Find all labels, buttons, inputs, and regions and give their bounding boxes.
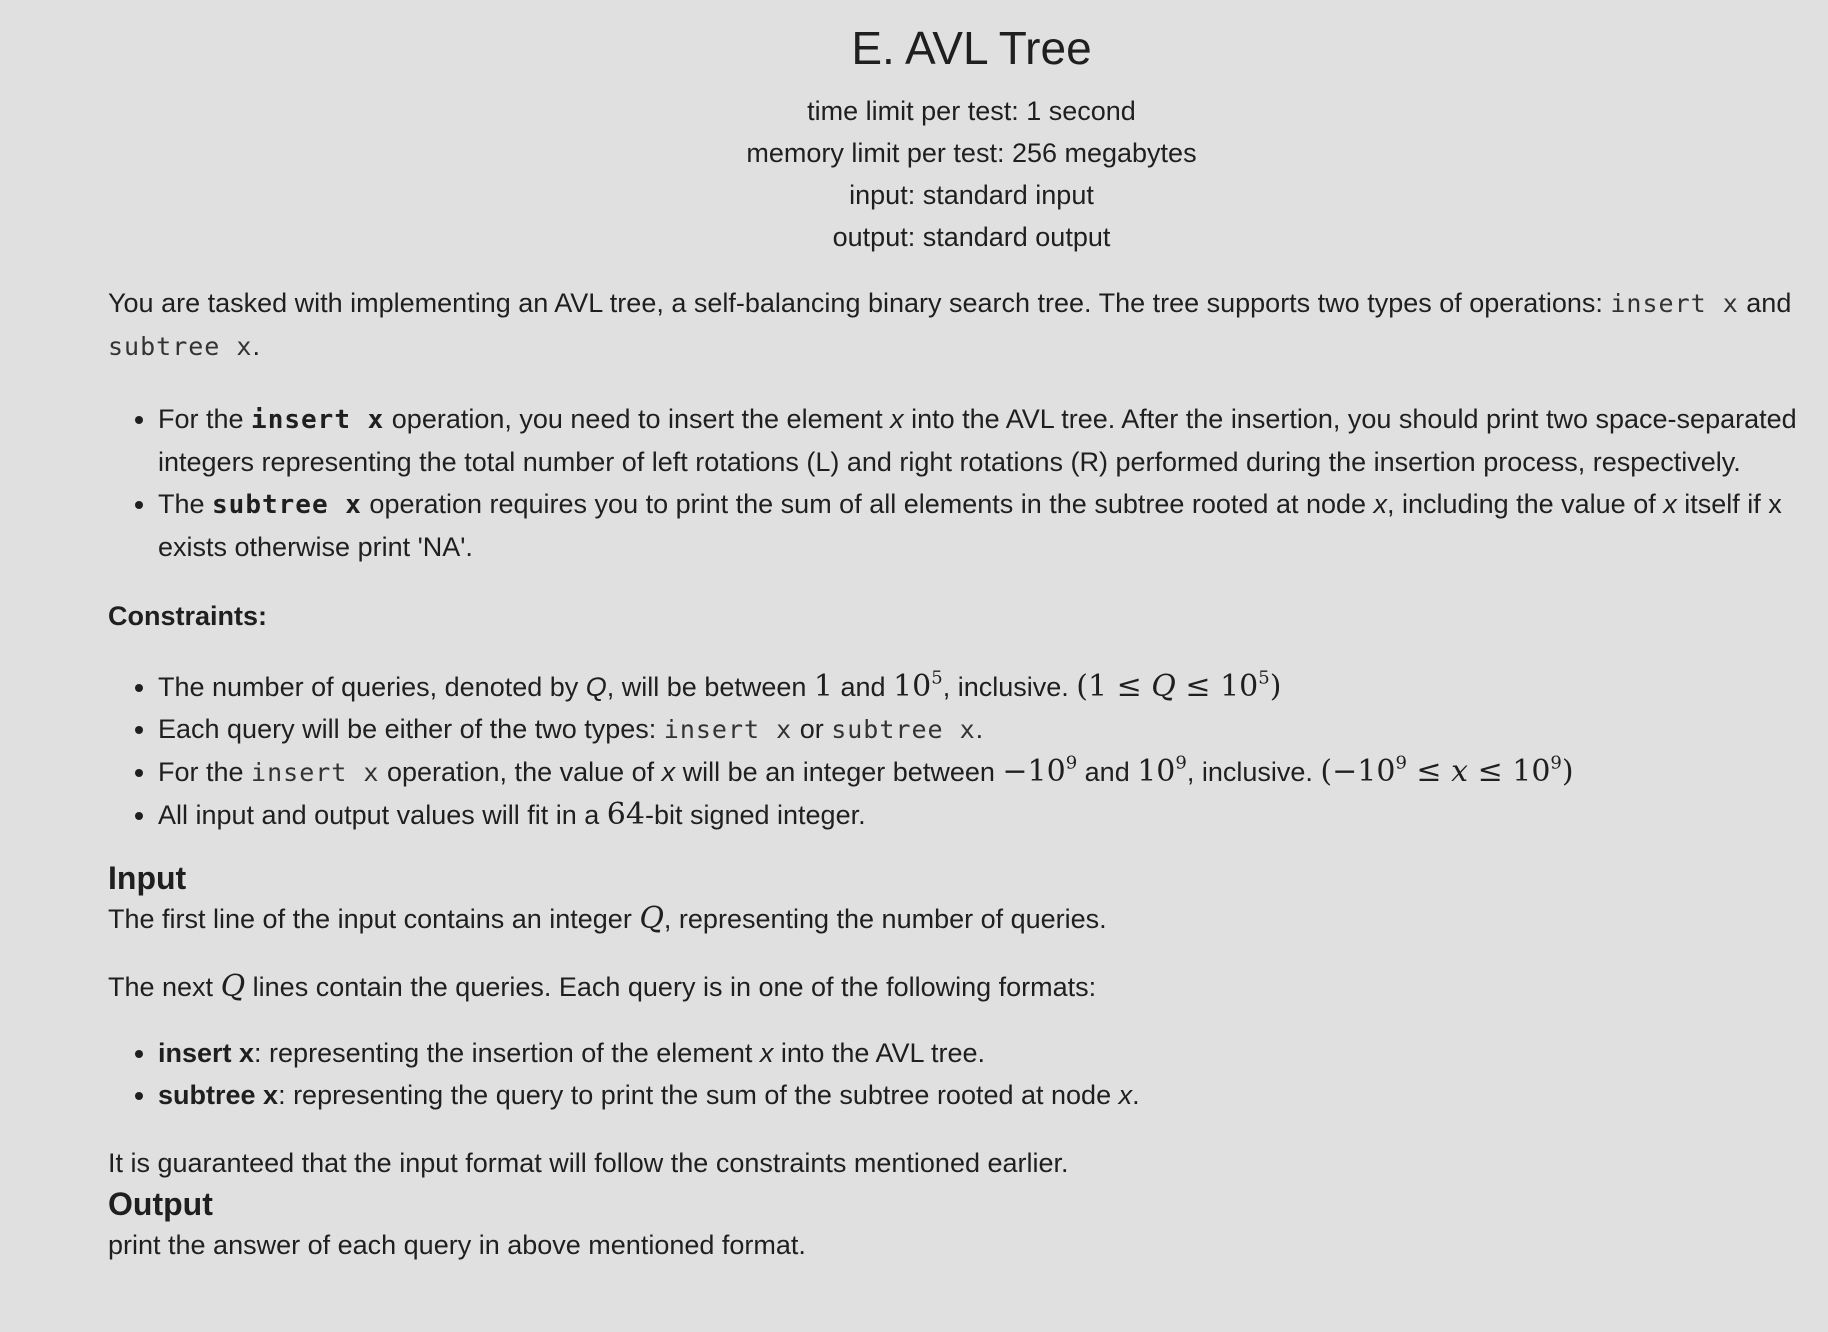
text: operation requires you to print the sum of all elements in the subtree rooted at node: [361, 489, 1374, 519]
output-paragraph: print the answer of each query in above mentioned format.: [108, 1230, 806, 1260]
math-64: 64: [606, 797, 645, 832]
list-item: [158, 666, 1828, 708]
constraints-list: [108, 666, 1828, 836]
math-range: [1320, 754, 1573, 789]
list-item: [158, 1032, 1828, 1074]
math-neg-bound: [1002, 754, 1077, 789]
input-guarantee: It is guaranteed that the input format will follow the constraints mentioned earlier.: [108, 1148, 1069, 1178]
math-base: 10: [1137, 754, 1176, 789]
text: : representing the insertion of the element: [254, 1038, 760, 1068]
code-subtree-x: subtree x: [108, 332, 253, 361]
input-paragraph-1: [108, 898, 1828, 940]
text: will be an integer between: [675, 757, 1003, 787]
text: : representing the query to print the sum of the subtree rooted at node: [278, 1080, 1119, 1110]
format-subtree: subtree x: [158, 1080, 279, 1110]
math-exponent: 9: [1065, 752, 1078, 774]
list-item: [158, 708, 1828, 751]
math-exponent: 5: [931, 667, 943, 689]
math-ten: [893, 669, 943, 704]
list-item: [158, 794, 1828, 836]
list-item: [158, 751, 1828, 794]
text: The first line of the input contains an integer: [108, 904, 640, 934]
formats-list: [108, 1032, 1828, 1116]
math-part: ): [1269, 669, 1282, 704]
text: All input and output values will fit in a: [158, 800, 607, 830]
text: The next: [108, 972, 221, 1002]
text: into the AVL tree.: [773, 1038, 985, 1068]
code-insert-x: insert x: [663, 715, 793, 744]
text: , inclusive.: [942, 672, 1077, 702]
list-item: [158, 398, 1828, 483]
math-part: ≤: [1406, 754, 1452, 789]
output-spec: output: standard output: [832, 222, 1111, 252]
math-one: 1: [813, 669, 834, 704]
text: and: [833, 672, 894, 702]
list-item: [158, 1074, 1828, 1116]
var-x: x: [759, 1038, 774, 1068]
var-x: x: [890, 404, 904, 434]
format-insert: insert x: [158, 1038, 255, 1068]
var-q: Q: [1151, 669, 1176, 704]
math-part: (1 ≤: [1076, 669, 1152, 704]
math-exponent: 9: [1395, 752, 1407, 774]
text: or: [792, 714, 832, 744]
text: -bit signed integer.: [644, 800, 866, 830]
code-subtree-x: subtree x: [831, 715, 976, 744]
text: The: [158, 489, 213, 519]
math-part: (−10: [1320, 754, 1396, 789]
math-base: −10: [1002, 754, 1066, 789]
math-part: ≤ 10: [1175, 669, 1259, 704]
code-subtree-x: subtree x: [212, 490, 362, 520]
math-exponent: 5: [1258, 667, 1270, 689]
code-insert-x: insert x: [251, 758, 380, 787]
list-item: [158, 483, 1828, 568]
var-x: x: [1118, 1080, 1133, 1110]
time-limit: time limit per test: 1 second: [807, 96, 1136, 126]
text: .: [975, 714, 984, 744]
text: The number of queries, denoted by: [158, 672, 586, 702]
math-exponent: 9: [1550, 752, 1562, 774]
math-base: 10: [893, 669, 932, 704]
text: lines contain the queries. Each query is in one of the following formats:: [245, 972, 1097, 1002]
text: .: [1132, 1080, 1140, 1110]
intro-text-a: You are tasked with implementing an AVL tree, a self-balancing binary search tree. The tree supports two types of operations:: [108, 288, 1611, 318]
var-x: x: [1373, 489, 1388, 519]
text: , will be between: [606, 672, 814, 702]
math-part: ≤ 10: [1468, 754, 1551, 789]
code-insert-x: insert x: [1610, 289, 1739, 318]
intro-paragraph: [108, 282, 1828, 368]
memory-limit: memory limit per test: 256 megabytes: [746, 138, 1197, 168]
text: , inclusive.: [1186, 757, 1321, 787]
math-pos-bound: [1137, 754, 1187, 789]
constraints-heading: Constraints:: [108, 601, 268, 631]
text: , representing the number of queries.: [663, 904, 1107, 934]
code-insert-x: insert x: [251, 405, 385, 435]
math-exponent: 9: [1175, 752, 1187, 774]
text: For the: [158, 404, 252, 434]
var-x: x: [661, 757, 676, 787]
intro-text-c: .: [252, 331, 260, 361]
text: operation, you need to insert the element: [384, 404, 891, 434]
var-q: Q: [639, 901, 664, 936]
intro-text-b: and: [1738, 288, 1792, 318]
text: itself if x exists otherwise print 'NA'.: [158, 489, 1782, 562]
input-spec: input: standard input: [849, 180, 1094, 210]
output-heading: Output: [108, 1186, 213, 1222]
text: , including the value of: [1387, 489, 1664, 519]
text: into the AVL tree. After the insertion, you should print two space-separated integers representing the total number of left rotations (L) and right rotations (R) performed during the insertion process, respectively.: [158, 404, 1797, 477]
problem-statement: [108, 282, 1828, 1266]
text: operation, the value of: [379, 757, 662, 787]
var-q: Q: [220, 969, 246, 1004]
math-q: [639, 901, 664, 936]
text: Each query will be either of the two types:: [158, 714, 664, 744]
problem-title: E. AVL Tree: [851, 22, 1092, 74]
input-heading: Input: [108, 860, 187, 896]
math-q: [221, 969, 246, 1004]
text: and: [1077, 757, 1138, 787]
text: For the: [158, 757, 252, 787]
var-x: x: [1451, 754, 1469, 789]
math-range: [1076, 669, 1281, 704]
var-q: Q: [585, 672, 607, 702]
math-part: ): [1561, 754, 1574, 789]
var-x: x: [1663, 489, 1677, 519]
input-paragraph-2: [108, 966, 1828, 1008]
operations-list: [108, 398, 1828, 568]
